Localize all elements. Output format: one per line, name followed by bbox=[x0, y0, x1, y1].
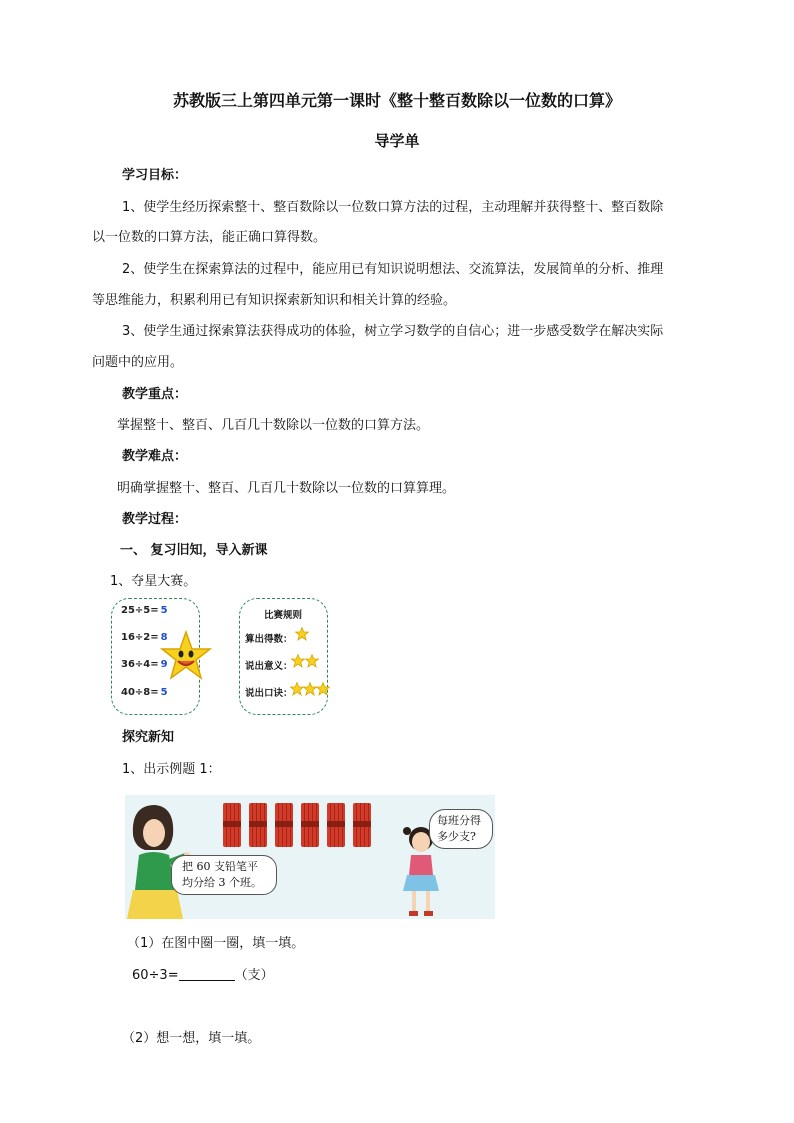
pencil-bundles bbox=[223, 803, 373, 847]
rules-title: 比赛规则 bbox=[263, 610, 302, 621]
girl-speech-bubble bbox=[429, 809, 493, 849]
objective-2-line1: 2、使学生在探索算法的过程中，能应用已有知识说明想法、交流算法，发展简单的分析、推理 bbox=[122, 262, 664, 277]
equation-prefix: 60÷3= bbox=[132, 968, 179, 983]
pencil-bundle bbox=[327, 803, 345, 847]
objective-3-line2: 问题中的应用。 bbox=[92, 355, 184, 370]
objective-2-line2: 等思维能力，积累利用已有知识探索新知识和相关计算的经验。 bbox=[92, 293, 457, 308]
star-icon bbox=[303, 682, 317, 696]
equation-1: 25÷5= 5 bbox=[121, 605, 168, 616]
difficulties-heading: 教学难点： bbox=[122, 449, 188, 464]
equation-2: 16÷2= 8 bbox=[121, 632, 168, 643]
pencil-bundle bbox=[249, 803, 267, 847]
star-icon bbox=[316, 682, 330, 696]
equation-3: 36÷4= 9 bbox=[121, 659, 168, 670]
star-icon bbox=[291, 654, 305, 668]
pencil-bundle bbox=[301, 803, 319, 847]
equation-4: 40÷8= 5 bbox=[121, 687, 168, 698]
key-points-heading: 教学重点： bbox=[122, 387, 188, 402]
smiling-star-icon bbox=[160, 630, 212, 682]
answer-blank[interactable] bbox=[179, 966, 235, 981]
equation-suffix: （支） bbox=[234, 968, 274, 983]
objective-1-line1: 1、使学生经历探索整十、整百数除以一位数口算方法的过程，主动理解并获得整十、整百数除 bbox=[122, 200, 664, 215]
rule-2-label: 说出意义： bbox=[245, 661, 293, 672]
page-title: 苏教版三上第四单元第一课时《整十整百数除以一位数的口算》 bbox=[172, 91, 621, 110]
teacher-bubble-line1: 把 60 支铅笔平 bbox=[182, 860, 258, 873]
pencil-bundle bbox=[223, 803, 241, 847]
example-illustration bbox=[125, 795, 495, 919]
objectives-heading: 学习目标： bbox=[122, 168, 188, 183]
girl-bubble-line1: 每班分得 bbox=[437, 814, 481, 827]
item-example-1: 1、出示例题 1： bbox=[122, 762, 221, 777]
star-icon bbox=[290, 682, 304, 696]
section-explore: 探究新知 bbox=[122, 730, 175, 745]
process-heading: 教学过程： bbox=[122, 512, 188, 527]
question-1-equation bbox=[132, 966, 274, 986]
key-points-text: 掌握整十、整百、几百几十数除以一位数的口算方法。 bbox=[117, 418, 430, 433]
star-icon bbox=[295, 627, 309, 641]
girl-bubble-line2: 多少支? bbox=[437, 830, 476, 843]
objective-1-line2: 以一位数的口算方法，能正确口算得数。 bbox=[92, 230, 327, 245]
item-star-contest: 1、夺星大赛。 bbox=[110, 574, 197, 589]
pencil-bundle bbox=[353, 803, 371, 847]
rule-3-label: 说出口诀： bbox=[245, 688, 293, 699]
rule-1-label: 算出得数： bbox=[245, 634, 293, 645]
page-subtitle: 导学单 bbox=[374, 132, 420, 150]
question-1: （1）在图中圈一圈，填一填。 bbox=[127, 936, 305, 951]
question-2: （2）想一想，填一填。 bbox=[122, 1031, 261, 1046]
objective-3-line1: 3、使学生通过探索算法获得成功的体验，树立学习数学的自信心；进一步感受数学在解决实际 bbox=[122, 324, 664, 339]
section-review: 一、 复习旧知，导入新课 bbox=[120, 543, 268, 558]
teacher-speech-bubble bbox=[171, 855, 277, 895]
star-icon bbox=[305, 654, 319, 668]
pencil-bundle bbox=[275, 803, 293, 847]
teacher-bubble-line2: 均分给 3 个班。 bbox=[182, 876, 262, 889]
difficulties-text: 明确掌握整十、整百、几百几十数除以一位数的口算算理。 bbox=[117, 481, 456, 496]
